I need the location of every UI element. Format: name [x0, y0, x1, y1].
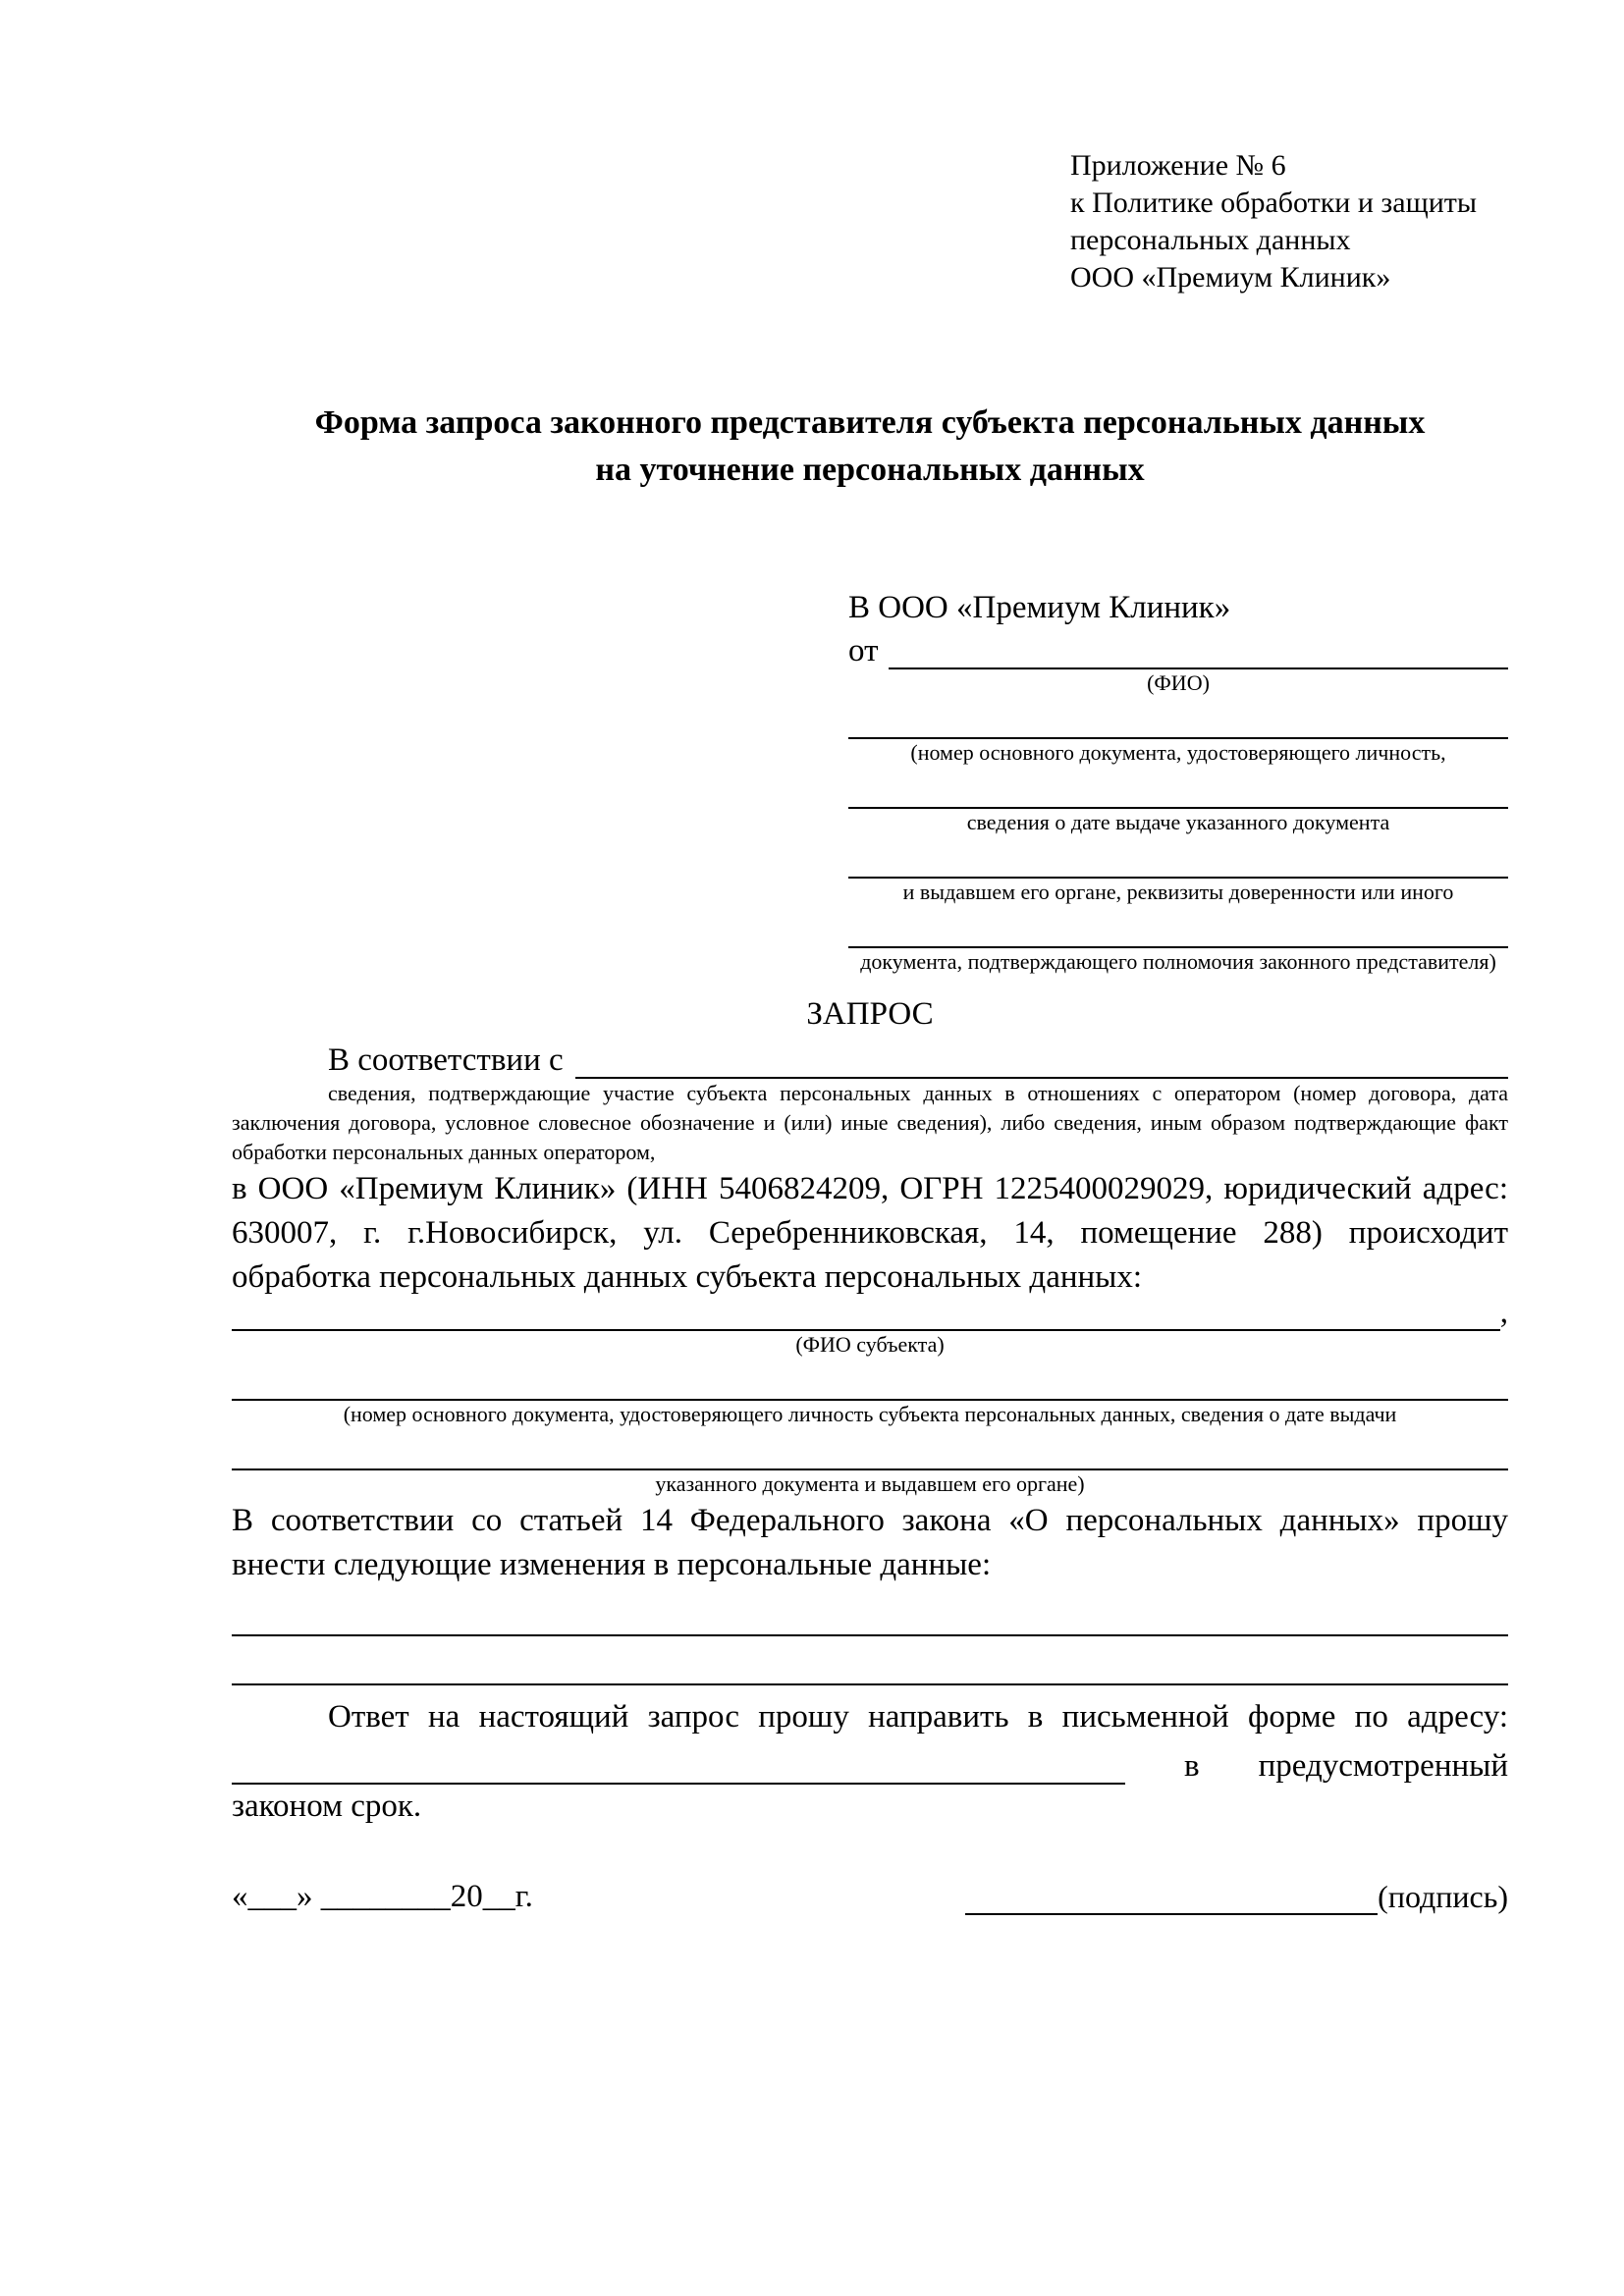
- page-title-line: Форма запроса законного представителя субъекта персональных данных: [314, 404, 1426, 441]
- answer-tail-word: предусмотренный: [1258, 1748, 1508, 1784]
- subject-doc-field-line: [232, 1427, 1508, 1470]
- appendix-line: персональных данных: [1070, 224, 1351, 256]
- fio-caption: (ФИО): [1147, 670, 1210, 695]
- address-row: [232, 1739, 1508, 1785]
- changes-field-line: [232, 1587, 1508, 1636]
- from-label: от: [848, 633, 879, 668]
- answer-tail-word: в: [1184, 1748, 1200, 1784]
- addressee-from-row: [848, 628, 1508, 669]
- accordance-label: В соответствии с: [328, 1042, 564, 1078]
- page-title-line: на уточнение персональных данных: [595, 452, 1145, 488]
- article14-paragraph: В соответствии со статьей 14 Федерального закона «О персональных данных» прошу внести следующие изменения в персональные данные:: [232, 1503, 1508, 1582]
- appendix-line: ООО «Премиум Клиник»: [1070, 261, 1391, 294]
- addressee-to: В ООО «Премиум Клиник»: [848, 590, 1231, 625]
- appendix-line: Приложение № 6: [1070, 149, 1286, 182]
- signature-field-line: [965, 1876, 1378, 1915]
- answer-last-line: законом срок.: [232, 1789, 422, 1824]
- appendix-line: к Политике обработки и защиты: [1070, 187, 1478, 219]
- doc-authority-field-line: [848, 835, 1508, 879]
- field-caption: сведения о дате выдаче указанного документа: [966, 810, 1390, 834]
- line-end-comma: ,: [1499, 1295, 1508, 1330]
- date-blank-text: «___» ________20__г.: [232, 1879, 533, 1914]
- subject-doc-caption: (номер основного документа, удостоверяющего личность субъекта персональных данных, сведения о дате выдачи: [343, 1402, 1397, 1426]
- accordance-row: [232, 1036, 1508, 1079]
- footer-row: [232, 1870, 1508, 1915]
- address-field-line: [232, 1739, 1125, 1785]
- changes-field-line: [232, 1636, 1508, 1685]
- field-caption: (номер основного документа, удостоверяющего личность,: [910, 740, 1446, 765]
- subject-doc-caption: указанного документа и выдавшем его органе): [655, 1471, 1085, 1496]
- signature-caption: (подпись): [1378, 1879, 1508, 1914]
- doc-issue-date-field-line: [848, 766, 1508, 809]
- field-caption: документа, подтверждающего полномочия законного представителя): [860, 949, 1496, 974]
- basis-note: сведения, подтверждающие участие субъекта персональных данных в отношениях с оператором (номер договора, дата заключения договора, условное словесное обозначение и (или) иные сведения), либо сведения, иным образом подтверждающие факт обработки персональных данных оператором,: [232, 1081, 1508, 1164]
- appendix-block: [1070, 147, 1508, 296]
- request-heading: ЗАПРОС: [806, 996, 934, 1032]
- subject-fio-row: [232, 1295, 1508, 1331]
- addressee-block: [848, 587, 1508, 975]
- page-title: [232, 400, 1508, 494]
- signature-group: [965, 1876, 1508, 1915]
- operator-paragraph: в ООО «Премиум Клиник» (ИНН 5406824209, ОГРН 1225400029029, юридический адрес: 630007, г. г.Новосибирск, ул. Серебренниковская, 14, помещение 288) происходит обработка персональных данных субъекта персональных данных:: [232, 1171, 1508, 1295]
- subject-fio-caption: (ФИО субъекта): [795, 1332, 945, 1357]
- representative-doc-field-line: [848, 696, 1508, 739]
- answer-paragraph: Ответ на настоящий запрос прошу направить в письменной форме по адресу:: [328, 1699, 1508, 1735]
- field-caption: и выдавшем его органе, реквизиты доверенности или иного: [902, 880, 1454, 904]
- subject-doc-field-line: [232, 1358, 1508, 1401]
- authority-proof-field-line: [848, 905, 1508, 948]
